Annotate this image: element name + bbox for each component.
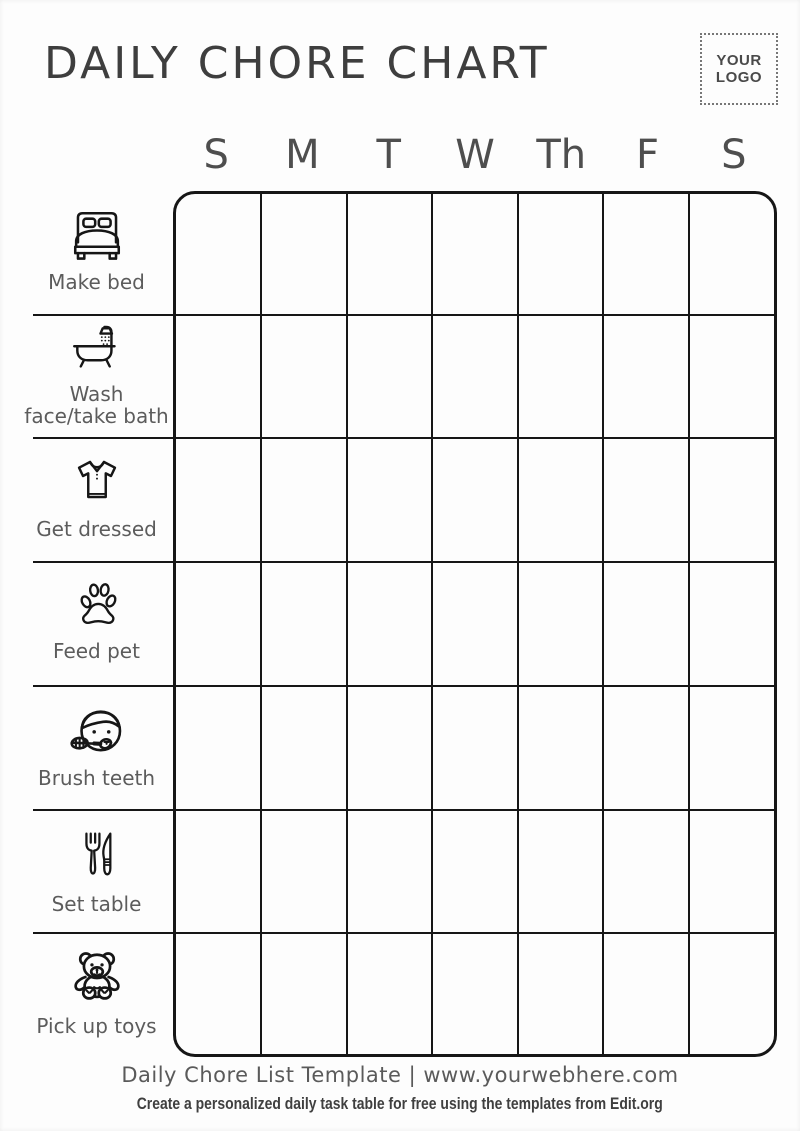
day-cell[interactable] [689,808,774,931]
day-cell[interactable] [603,685,688,808]
day-cell[interactable] [176,685,261,808]
day-cell[interactable] [347,685,432,808]
day-cell[interactable] [261,931,346,1054]
day-cell[interactable] [347,194,432,317]
day-cell[interactable] [176,317,261,440]
chore-label: Get dressed [36,516,157,541]
footer-description [0,1094,800,1114]
day-header-thursday: Th [536,132,587,178]
day-cell[interactable] [603,194,688,317]
day-cell[interactable] [432,440,517,563]
day-cell[interactable] [518,931,603,1054]
day-cell[interactable] [518,808,603,931]
day-header-friday: F [636,132,660,178]
chore-label: Brush teeth [37,766,156,791]
day-cell[interactable] [689,563,774,686]
day-header-sunday: S [203,132,229,178]
logo-placeholder-text: YOUR LOGO [715,51,763,86]
day-cell[interactable] [176,931,261,1054]
chore-label: Feed pet [53,639,140,664]
shirt-icon [67,455,127,511]
day-cell[interactable] [432,194,517,317]
chore-table [20,191,777,1057]
teddy-bear-icon [64,946,130,1008]
day-cell[interactable] [347,563,432,686]
day-cell[interactable] [347,808,432,931]
day-cell[interactable] [261,440,346,563]
day-header-row [173,126,777,184]
chore-row-feed-pet [20,562,173,686]
day-cell[interactable] [261,563,346,686]
brush-teeth-icon [61,700,133,760]
day-cell[interactable] [603,440,688,563]
day-cell[interactable] [518,563,603,686]
day-cell[interactable] [518,685,603,808]
day-cell[interactable] [518,317,603,440]
day-header-monday: M [285,132,320,178]
chore-row-pick-up-toys [20,933,173,1057]
day-cell[interactable] [347,440,432,563]
bed-icon [64,206,130,264]
chore-label: Make bed [48,270,145,295]
day-cell[interactable] [176,440,261,563]
day-cell[interactable] [432,931,517,1054]
day-cell[interactable] [176,563,261,686]
day-cell[interactable] [689,685,774,808]
day-header-tuesday: T [376,132,401,178]
day-grid-cells [176,194,774,1054]
chore-row-wash-face [20,315,173,439]
chore-label: Set table [51,891,142,916]
page-title: DAILY CHORE CHART [44,38,550,89]
day-cell[interactable] [347,317,432,440]
chore-label: Pick up toys [36,1014,157,1039]
footer-description-text: Create a personalized daily task table for free using the templates from Edit.org [136,1094,663,1113]
day-cell[interactable] [261,194,346,317]
chore-row-brush-teeth [20,686,173,810]
day-cell[interactable] [432,317,517,440]
day-cell[interactable] [432,808,517,931]
week-grid [173,191,777,1057]
day-cell[interactable] [603,808,688,931]
chore-label: Wash face/take bath [24,381,169,429]
day-cell[interactable] [603,317,688,440]
day-cell[interactable] [689,931,774,1054]
day-cell[interactable] [347,931,432,1054]
day-cell[interactable] [518,194,603,317]
day-cell[interactable] [261,808,346,931]
chore-row-make-bed [20,191,173,315]
paw-icon [69,579,125,633]
day-cell[interactable] [261,317,346,440]
logo-placeholder[interactable] [700,33,778,105]
chore-row-get-dressed [20,438,173,562]
day-cell[interactable] [603,931,688,1054]
bathtub-icon [64,320,130,376]
day-cell[interactable] [432,685,517,808]
day-cell[interactable] [603,563,688,686]
day-cell[interactable] [689,317,774,440]
day-cell[interactable] [689,194,774,317]
footer-template-title: Daily Chore List Template | www.yourwebhere.com [121,1063,679,1087]
day-cell[interactable] [432,563,517,686]
day-header-saturday: S [721,132,747,178]
day-cell[interactable] [689,440,774,563]
day-cell[interactable] [261,685,346,808]
day-cell[interactable] [176,808,261,931]
day-cell[interactable] [176,194,261,317]
day-cell[interactable] [518,440,603,563]
chore-label-column [20,191,173,1057]
cutlery-icon [71,822,123,886]
day-header-wednesday: W [455,132,495,178]
chore-row-set-table [20,810,173,934]
